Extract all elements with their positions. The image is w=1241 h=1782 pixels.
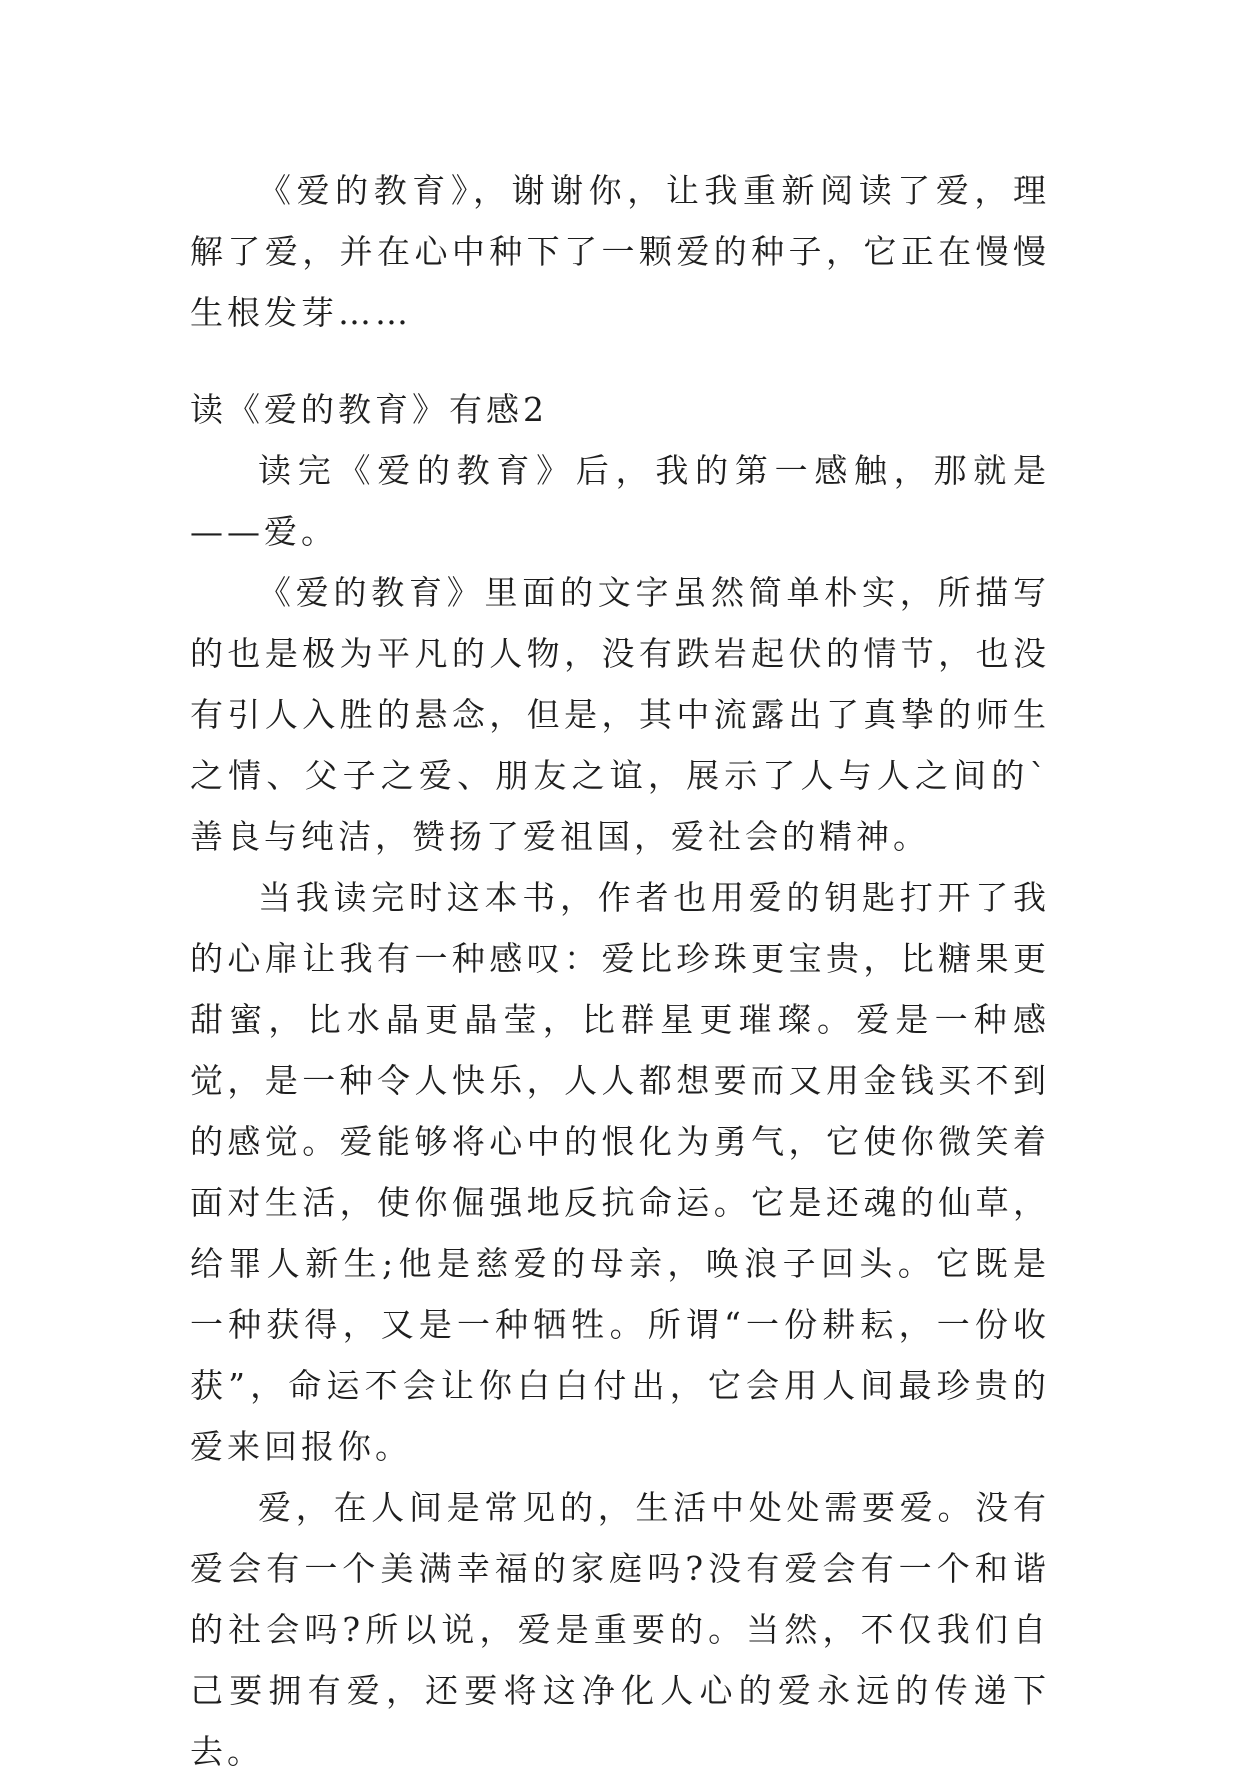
section-title: 读《爱的教育》有感2: [190, 390, 548, 429]
body-paragraph-3: 当我读完时这本书，作者也用爱的钥匙打开了我的心扉让我有一种感叹：爱比珍珠更宝贵，比糖果更甜蜜，比水晶更晶莹，比群星更璀璨。爱是一种感觉，是一种令人快乐，人人都想要而又用金钱买不到的感觉。爱能够将心中的恨化为勇气，它使你微笑着面对生活，使你倔强地反抗命运。它是还魂的仙草，给罪人新生;他是慈爱的母亲，唤浪子回头。它既是一种获得，又是一种牺牲。所谓“一份耕耘，一份收获”，命运不会让你白白付出，它会用人间最珍贵的爱来回报你。: [190, 878, 1050, 1466]
document-body: [190, 160, 1050, 1782]
body-paragraph-2: 《爱的教育》里面的文字虽然简单朴实，所描写的也是极为平凡的人物，没有跌岩起伏的情节，也没有引人入胜的悬念，但是，其中流露出了真挚的师生之情、父子之爱、朋友之谊，展示了人与人之间的`善良与纯洁，赞扬了爱祖国，爱社会的精神。: [190, 573, 1050, 856]
section-spacer: [190, 343, 1050, 379]
body-paragraph-1: 读完《爱的教育》后，我的第一感触，那就是——爱。: [190, 451, 1050, 551]
intro-paragraph: 《爱的教育》，谢谢你，让我重新阅读了爱，理解了爱，并在心中种下了一颗爱的种子，它正在慢慢生根发芽……: [190, 171, 1050, 332]
body-paragraph-4: 爱，在人间是常见的，生活中处处需要爱。没有爱会有一个美满幸福的家庭吗?没有爱会有一个和谐的社会吗?所以说，爱是重要的。当然，不仅我们自己要拥有爱，还要将这净化人心的爱永远的传递下去。: [190, 1488, 1050, 1771]
